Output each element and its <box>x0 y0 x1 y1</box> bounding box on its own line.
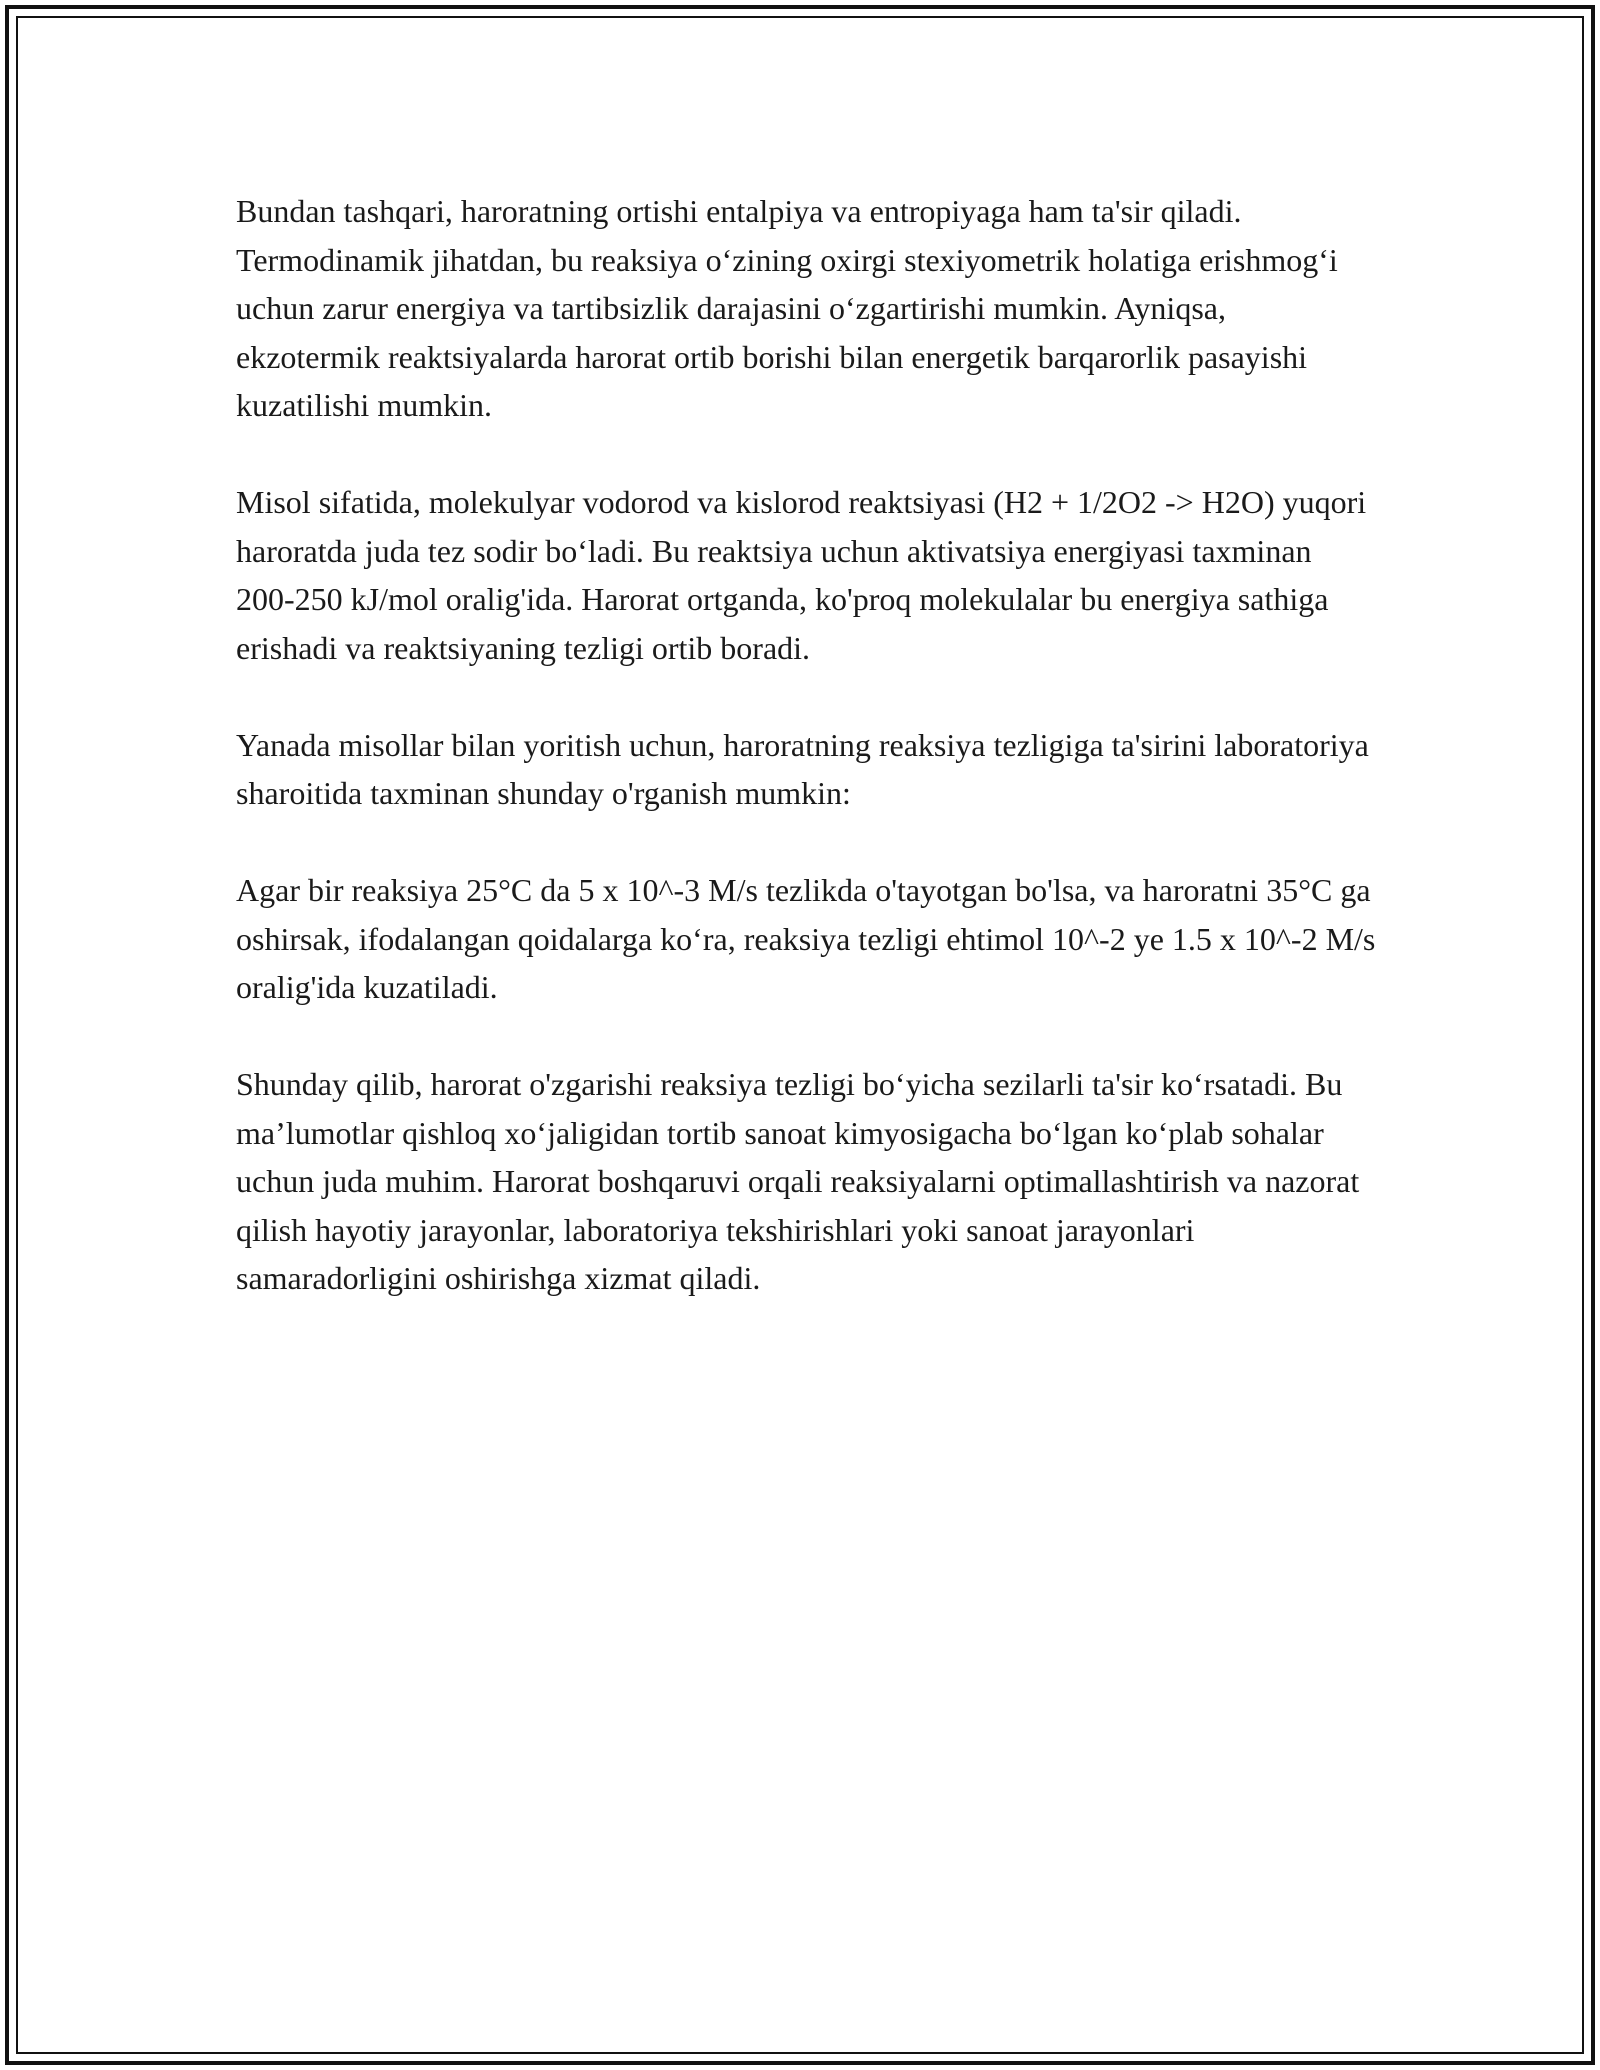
paragraph-enthalpy-entropy: Bundan tashqari, haroratning ortishi entalpiya va entropiyaga ham ta'sir qiladi. Termodinamik jihatdan, bu reaksiya o‘zining oxirgi stexiyometrik holatiga erishmog‘i uchun zarur energiya va tartibsizlik darajasini o‘zgartirishi mumkin. Ayniqsa, ekzotermik reaktsiyalarda harorat ortib borishi bilan energetik barqarorlik pasayishi kuzatilishi mumkin. <box>236 193 1338 423</box>
paragraph-rate-calculation: Agar bir reaksiya 25°C da 5 x 10^-3 M/s tezlikda o'tayotgan bo'lsa, va haroratni 35°C ga oshirsak, ifodalangan qoidalarga ko‘ra, reaksiya tezligi ehtimol 10^-2 ye 1.5 x 10^-2 M/s oralig'ida kuzatiladi. <box>236 872 1376 1005</box>
paragraph-conclusion: Shunday qilib, harorat o'zgarishi reaksiya tezligi bo‘yicha sezilarli ta'sir ko‘rsatadi. Bu ma’lumotlar qishloq xo‘jaligidan tortib sanoat kimyosigacha bo‘lgan ko‘plab sohalar uchun juda muhim. Harorat boshqaruvi orqali reaksiyalarni optimallashtirish va nazorat qilish hayotiy jarayonlar, laboratoriya tekshirishlari yoki sanoat jarayonlari samaradorligini oshirishga xizmat qiladi. <box>236 1066 1360 1296</box>
document-body <box>236 187 1376 1351</box>
paragraph-hydrogen-oxygen-example: Misol sifatida, molekulyar vodorod va kislorod reaktsiyasi (H2 + 1/2O2 -> H2O) yuqori haroratda juda tez sodir bo‘ladi. Bu reaktsiya uchun aktivatsiya energiyasi taxminan 200-250 kJ/mol oralig'ida. Harorat ortganda, ko'proq molekulalar bu energiya sathiga erishadi va reaktsiyaning tezligi ortib boradi. <box>236 484 1367 666</box>
paragraph-laboratory-intro: Yanada misollar bilan yoritish uchun, haroratning reaksiya tezligiga ta'sirini laboratoriya sharoitida taxminan shunday o'rganish mumkin: <box>236 726 1369 811</box>
